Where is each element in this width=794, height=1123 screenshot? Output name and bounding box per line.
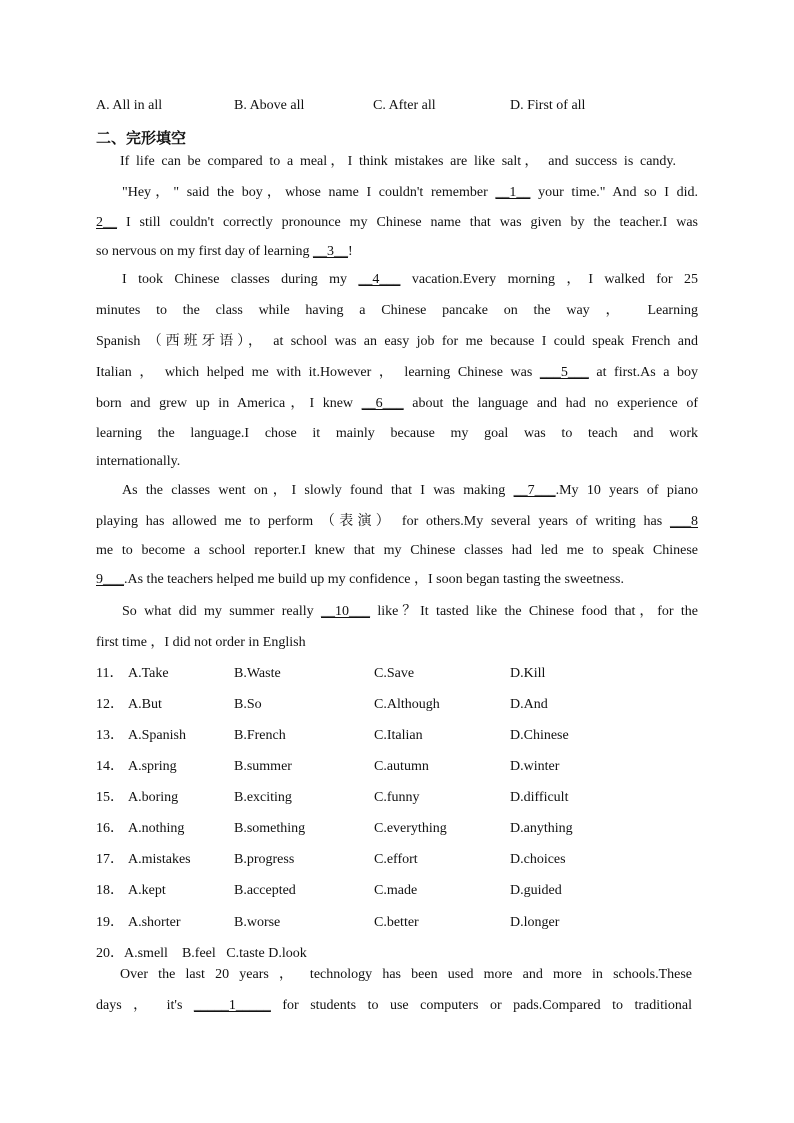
question-row: 14． A.spring B.summer C.autumn D.winter	[96, 757, 698, 777]
choice-d[interactable]: D.guided	[510, 883, 562, 898]
passage-line: As the classes went on，I slowly found that I was making __7___.My 10 years of piano	[122, 483, 698, 498]
blank-2[interactable]: 2__	[96, 215, 117, 230]
choice-a[interactable]: A.kept	[128, 883, 166, 898]
choice-c[interactable]: C.effort	[374, 852, 418, 867]
choice-d[interactable]: D.Kill	[510, 666, 546, 681]
choice-d[interactable]: D.choices	[510, 852, 566, 867]
choice-d[interactable]: D.winter	[510, 759, 560, 774]
passage-line: "Hey，" said the boy，whose name I couldn't remember __1__ your time." And so I did.	[122, 185, 698, 200]
question-row: 15． A.boring B.exciting C.funny D.difficult	[96, 788, 698, 808]
choice-c[interactable]: C.Italian	[374, 728, 423, 743]
choice-c[interactable]: C.better	[374, 915, 419, 930]
passage2-line: days ， it's _____1_____ for students to use computers or pads.Compared to traditional	[96, 998, 692, 1013]
question-row: 18． A.kept B.accepted C.made D.guided	[96, 881, 698, 901]
blank-6[interactable]: __6___	[361, 396, 404, 411]
blank-4[interactable]: __4___	[358, 272, 401, 287]
choice-b[interactable]: B.Waste	[234, 666, 281, 681]
passage-line: 2__ I still couldn't correctly pronounce my Chinese name that was given by the teacher.I was	[96, 215, 698, 230]
choice-b[interactable]: B.something	[234, 821, 306, 836]
choice-d[interactable]: D.difficult	[510, 790, 569, 805]
choice-d[interactable]: D.longer	[510, 915, 560, 930]
passage2-line: Over the last 20 years ， technology has been used more and more in schools.These	[120, 967, 692, 982]
choice-c[interactable]: C.Save	[374, 666, 415, 681]
passage-line: Spanish （西班牙语）， at school was an easy job for me because I could speak French and	[96, 334, 698, 349]
choice-a[interactable]: A.mistakes	[128, 852, 191, 867]
choice-c[interactable]: C.autumn	[374, 759, 429, 774]
choice-c[interactable]: C.funny	[374, 790, 420, 805]
option-row	[96, 96, 698, 116]
passage-line: first time ，I did not order in English	[96, 635, 306, 650]
choice-c[interactable]: C.made	[374, 883, 418, 898]
blank-p2-1[interactable]: _____1_____	[193, 998, 271, 1013]
blank-10[interactable]: __10___	[321, 604, 371, 619]
blank-1[interactable]: __1__	[495, 185, 531, 200]
passage-line: me to become a school reporter.I knew that my Chinese classes had led me to speak Chinese	[96, 543, 698, 558]
choice-a[interactable]: A.But	[128, 697, 162, 712]
blank-7[interactable]: __7___	[513, 483, 556, 498]
choice-b[interactable]: B.progress	[234, 852, 295, 867]
option-c: C. After all	[373, 98, 436, 113]
passage-line: born and grew up in America，I knew __6___ about the language and had no experience of	[96, 396, 698, 411]
passage-line: internationally.	[96, 454, 181, 469]
passage-line: I took Chinese classes during my __4___ vacation.Every morning ，I walked for 25	[122, 272, 698, 287]
option-b: B. Above all	[234, 98, 305, 113]
choice-a[interactable]: A.spring	[128, 759, 177, 774]
choice-d[interactable]: D.Chinese	[510, 728, 569, 743]
choice-b[interactable]: B.summer	[234, 759, 292, 774]
question-row: 19． A.shorter B.worse C.better D.longer	[96, 913, 698, 933]
passage-intro: If life can be compared to a meal，I think mistakes are like salt， and success is candy.	[120, 154, 676, 169]
section-heading: 二、完形填空	[96, 129, 187, 147]
blank-9[interactable]: 9___	[96, 572, 124, 587]
choice-b[interactable]: B.So	[234, 697, 262, 712]
question-row: 13． A.Spanish B.French C.Italian D.Chinese	[96, 726, 698, 746]
option-d: D. First of all	[510, 98, 586, 113]
choice-a[interactable]: A.boring	[128, 790, 179, 805]
passage-line: learning the language.I chose it mainly because my goal was to teach and work	[96, 426, 698, 441]
choice-c[interactable]: C.everything	[374, 821, 447, 836]
passage-line: playing has allowed me to perform （表演） for others.My several years of writing has ___8	[96, 514, 698, 529]
passage-line: Italian ， which helped me with it.However ， learning Chinese was ___5___ at first.As a boy	[96, 365, 698, 380]
question-20: 20．A.smell B.feel C.taste D.look	[96, 946, 307, 961]
choice-b[interactable]: B.accepted	[234, 883, 296, 898]
choice-c[interactable]: C.Although	[374, 697, 440, 712]
choice-a[interactable]: A.nothing	[128, 821, 185, 836]
passage-line: So what did my summer really __10___ like？It tasted like the Chinese food that，for the	[122, 604, 698, 619]
passage-line: minutes to the class while having a Chinese pancake on the way ， Learning	[96, 303, 698, 318]
choice-b[interactable]: B.exciting	[234, 790, 292, 805]
question-row: 16． A.nothing B.something C.everything D.anything	[96, 819, 698, 839]
passage-line: so nervous on my first day of learning __3__!	[96, 244, 353, 259]
choice-a[interactable]: A.shorter	[128, 915, 181, 930]
blank-3[interactable]: __3__	[312, 244, 348, 259]
choice-d[interactable]: D.anything	[510, 821, 573, 836]
choice-a[interactable]: A.Take	[128, 666, 169, 681]
choice-d[interactable]: D.And	[510, 697, 548, 712]
choice-a[interactable]: A.Spanish	[128, 728, 186, 743]
option-a: A. All in all	[96, 98, 163, 113]
choice-b[interactable]: B.French	[234, 728, 286, 743]
blank-5[interactable]: ___5___	[539, 365, 589, 380]
passage-line: 9___.As the teachers helped me build up my confidence ，I soon began tasting the sweetness.	[96, 572, 624, 587]
choice-b[interactable]: B.worse	[234, 915, 281, 930]
question-row: 11． A.Take B.Waste C.Save D.Kill	[96, 664, 698, 684]
question-row: 17． A.mistakes B.progress C.effort D.choices	[96, 850, 698, 870]
blank-8[interactable]: ___8	[670, 514, 698, 529]
question-row: 12． A.But B.So C.Although D.And	[96, 695, 698, 715]
